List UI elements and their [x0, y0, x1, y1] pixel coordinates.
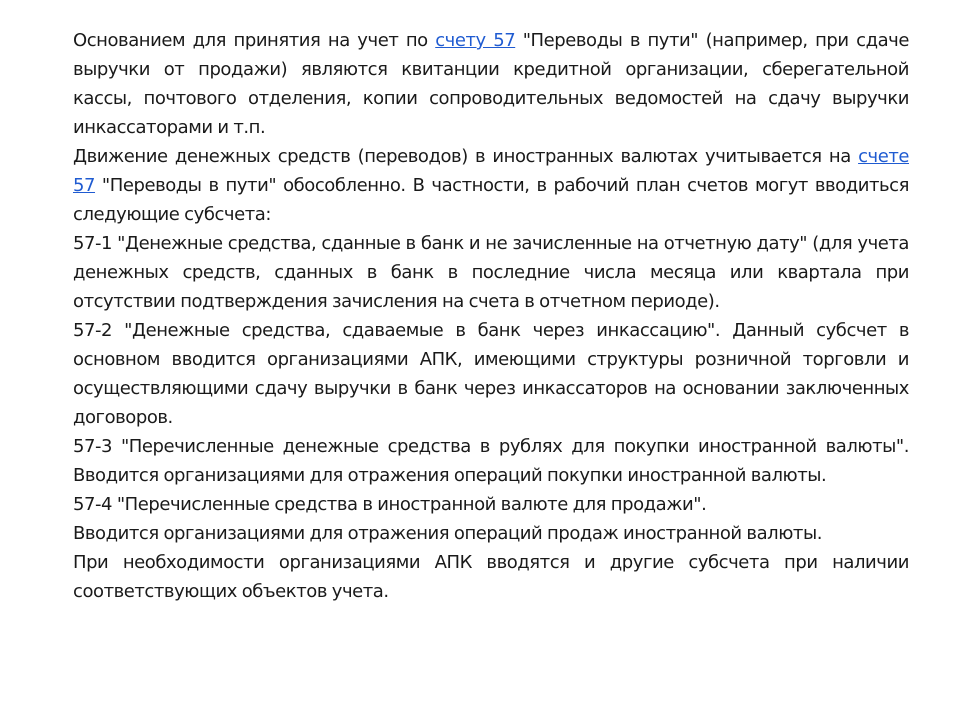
- text-run: Основанием для принятия на учет по: [73, 30, 436, 51]
- paragraph-foreign-currency: [73, 142, 909, 229]
- text-run: 57-3 "Перечисленные денежные средства в рублях для покупки иностранной валюты". Вводится организациями для отражения операций покупки иностранной валюты.: [73, 436, 909, 486]
- text-run: "Переводы в пути" обособленно. В частности, в рабочий план счетов могут вводиться следующие субсчета:: [73, 175, 909, 225]
- paragraph-subaccount-57-3: [73, 432, 909, 490]
- document-body: [73, 26, 909, 606]
- text-run: "Переводы в пути" (например, при сдаче выручки от продажи) являются квитанции кредитной организации, сберегательной кассы, почтового отделения, копии сопроводительных ведомостей на сдачу выручки инкассаторами и т.п.: [73, 30, 909, 138]
- paragraph-sales-operations: [73, 519, 909, 548]
- paragraph-subaccount-57-4: [73, 490, 909, 519]
- paragraph-basis: [73, 26, 909, 142]
- paragraph-subaccount-57-1: [73, 229, 909, 316]
- text-run: 57-1 "Денежные средства, сданные в банк и не зачисленные на отчетную дату" (для учета денежных средств, сданных в банк в последние числа месяца или квартала при отсутствии подтверждения зачисления на счета в отчетном периоде).: [73, 233, 909, 312]
- text-run: 57-4 "Перечисленные средства в иностранной валюте для продажи".: [73, 494, 707, 515]
- paragraph-other-subaccounts: [73, 548, 909, 606]
- paragraph-subaccount-57-2: [73, 316, 909, 432]
- text-run: Вводится организациями для отражения операций продаж иностранной валюты.: [73, 523, 822, 544]
- text-run: 57-2 "Денежные средства, сдаваемые в банк через инкассацию". Данный субсчет в основном вводится организациями АПК, имеющими структуры розничной торговли и осуществляющими сдачу выручки в банк через инкассаторов на основании заключенных договоров.: [73, 320, 909, 428]
- account-57-link-2[interactable]: счете 57: [73, 146, 909, 196]
- account-57-link[interactable]: счету 57: [435, 30, 516, 51]
- text-run: При необходимости организациями АПК вводятся и другие субсчета при наличии соответствующих объектов учета.: [73, 552, 909, 602]
- text-run: Движение денежных средств (переводов) в иностранных валютах учитывается на: [73, 146, 859, 167]
